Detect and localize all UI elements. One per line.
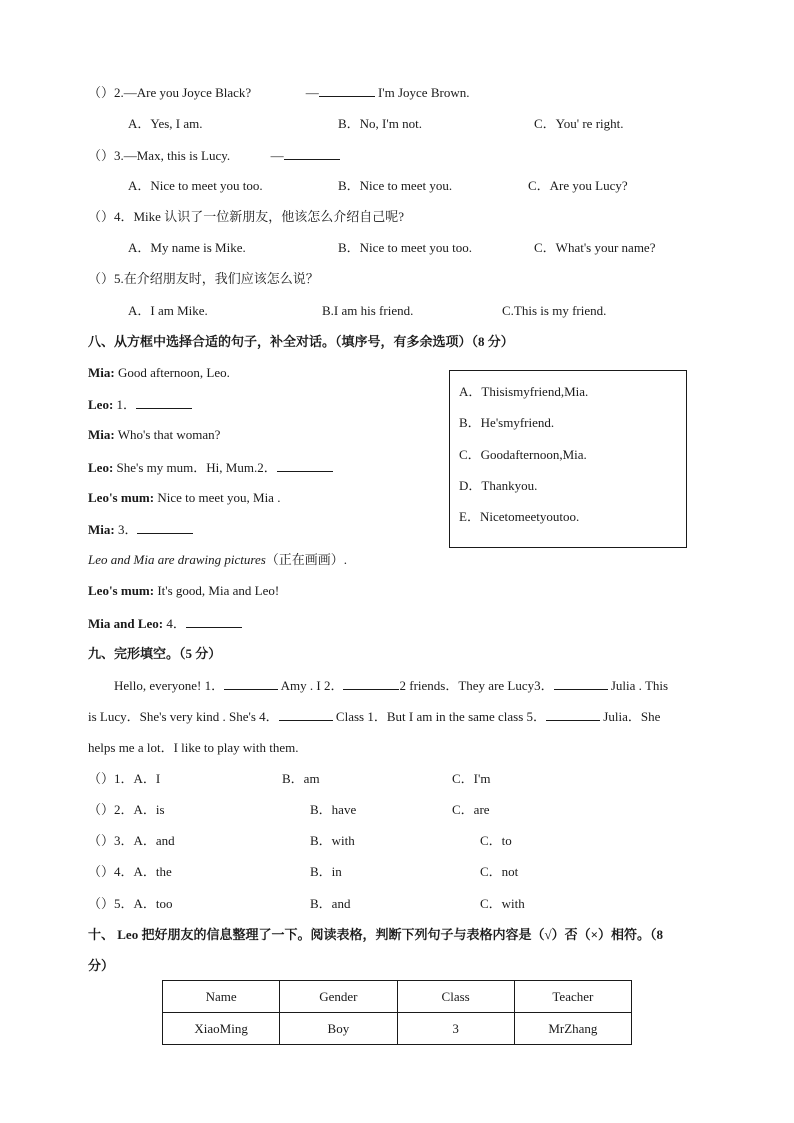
q3-dash: — (270, 148, 284, 163)
cloze-blank-5[interactable] (546, 708, 600, 721)
q5-option-a: A．I am Mike. (128, 303, 208, 318)
friend-info-table (162, 980, 632, 1045)
cloze-text: Julia . This (607, 678, 669, 693)
cloze-q4-option-b: B．in (310, 864, 342, 879)
cell-name: XiaoMing (163, 1013, 280, 1045)
speaker: Leo's mum: (88, 490, 155, 505)
speaker: Mia: (88, 522, 115, 537)
q3-row (88, 147, 340, 164)
utterance: Good afternoon, Leo. (114, 365, 230, 380)
dialogue-line-8 (88, 583, 279, 599)
cloze-q3-stem: （）3．A．and (88, 833, 175, 848)
q3-option-c: C．Are you Lucy? (528, 178, 628, 193)
utterance: 4． (163, 616, 186, 631)
cloze-q4-stem: （）4．A．the (88, 864, 172, 879)
cloze-line-3: helps me a lot．I like to play with them. (88, 740, 299, 755)
option-b: B．He'smyfriend. (459, 415, 555, 430)
cloze-text: Amy . I 2． (278, 678, 344, 693)
cloze-q5-option-c: C．with (480, 896, 525, 911)
q3-option-b: B．Nice to meet you. (338, 178, 453, 193)
utterance: Nice to meet you, Mia . (154, 490, 281, 505)
option-d: D．Thankyou. (459, 478, 538, 493)
speaker: Mia and Leo: (88, 616, 164, 631)
cloze-text: is Lucy．She's very kind . She's 4． (88, 709, 279, 724)
cloze-q1-option-b: B．am (282, 771, 320, 786)
q2-dash: — (305, 85, 319, 100)
q5-stem: （）5.在介绍朋友时，我们应该怎么说？ (88, 271, 319, 286)
cloze-line-2 (88, 708, 660, 725)
cloze-q1-option-c: C．I'm (452, 771, 491, 786)
dialogue-line-5 (88, 490, 280, 506)
cloze-q4-option-c: C．not (480, 864, 519, 879)
option-c: C．Goodafternoon,Mia. (459, 447, 587, 462)
answer-blank[interactable] (284, 147, 340, 160)
dialogue-line-3 (88, 427, 220, 443)
section-9-heading: 九、完形填空。（5 分） (88, 646, 222, 661)
dialogue-line-9 (88, 615, 242, 632)
cloze-blank-2[interactable] (343, 677, 399, 690)
q4-option-a: A．My name is Mike. (128, 240, 246, 255)
q2-option-a: A．Yes, I am. (128, 116, 203, 131)
section-8-heading: 八、从方框中选择合适的句子，补全对话。（填序号，有多余选项）（8 分） (88, 334, 514, 349)
q2-row (88, 84, 469, 101)
q4-option-b: B．Nice to meet you too. (338, 240, 472, 255)
cloze-line-1 (114, 677, 668, 694)
cloze-q5-option-b: B．and (310, 896, 351, 911)
q2-option-b: B．No, I'm not. (338, 116, 422, 131)
cloze-q3-option-c: C．to (480, 833, 512, 848)
dialogue-line-4 (88, 459, 333, 476)
section-10-heading: 十、 Leo 把好朋友的信息整理了一下。阅读表格，判断下列句子与表格内容是（√）否（×）相符。（8 (88, 927, 663, 942)
cloze-text: Julia．She (600, 709, 661, 724)
dialogue-line-6 (88, 521, 193, 538)
speaker: Leo's mum: (88, 583, 155, 598)
stage-direction-cn: （正在画画）. (265, 552, 348, 567)
cloze-text: Class 1．But I am in the same class 5． (332, 709, 547, 724)
cloze-q2-option-c: C．are (452, 802, 490, 817)
q3-option-a: A．Nice to meet you too. (128, 178, 263, 193)
cloze-blank-4[interactable] (279, 708, 333, 721)
answer-blank-3[interactable] (137, 521, 193, 534)
utterance: 1． (113, 397, 137, 412)
q2-stem: （）2.—Are you Joyce Black? (88, 85, 252, 100)
column-header-teacher: Teacher (514, 981, 631, 1013)
column-header-gender: Gender (280, 981, 397, 1013)
q2-tail: I'm Joyce Brown. (377, 85, 470, 100)
cloze-q5-stem: （）5．A．too (88, 896, 173, 911)
cloze-blank-1[interactable] (224, 677, 278, 690)
utterance: She's my mum．Hi, Mum.2． (113, 460, 277, 475)
cloze-text: 2 friends．They are Lucy3． (399, 678, 554, 693)
utterance: 3． (114, 522, 138, 537)
table-row (163, 1013, 632, 1045)
answer-blank[interactable] (319, 84, 375, 97)
column-header-name: Name (163, 981, 280, 1013)
q4-stem: （）4．Mike 认识了一位新朋友，他该怎么介绍自己呢? (88, 209, 404, 224)
cell-class: 3 (397, 1013, 514, 1045)
cloze-blank-3[interactable] (554, 677, 608, 690)
q5-option-c: C.This is my friend. (502, 303, 607, 318)
q3-stem: （）3.—Max, this is Lucy. (88, 148, 231, 163)
answer-blank-4[interactable] (186, 615, 242, 628)
utterance: It's good, Mia and Leo! (154, 583, 280, 598)
cell-teacher: MrZhang (514, 1013, 631, 1045)
utterance: Who's that woman? (114, 427, 221, 442)
speaker: Mia: (88, 365, 115, 380)
cloze-q3-option-b: B．with (310, 833, 355, 848)
cloze-text: Hello, everyone! 1． (114, 678, 225, 693)
answer-blank-1[interactable] (136, 396, 192, 409)
cloze-q2-stem: （）2．A．is (88, 802, 165, 817)
dialogue-line-2 (88, 396, 192, 413)
cloze-q2-option-b: B．have (310, 802, 357, 817)
option-a: A．Thisismyfriend,Mia. (459, 384, 589, 399)
q4-option-c: C．What's your name? (534, 240, 656, 255)
column-header-class: Class (397, 981, 514, 1013)
section-10-heading-cont: 分） (88, 958, 115, 973)
stage-direction (88, 552, 347, 568)
dialogue-line-1 (88, 365, 230, 381)
speaker: Mia: (88, 427, 115, 442)
answer-blank-2[interactable] (277, 459, 333, 472)
cloze-q1-stem: （）1．A．I (88, 771, 161, 786)
q5-option-b: B.I am his friend. (322, 303, 414, 318)
speaker: Leo: (88, 397, 114, 412)
option-e: E．Nicetomeetyoutoo. (459, 509, 580, 524)
cell-gender: Boy (280, 1013, 397, 1045)
table-header-row (163, 981, 632, 1013)
stage-direction-en: Leo and Mia are drawing pictures (88, 552, 266, 567)
speaker: Leo: (88, 460, 114, 475)
q2-option-c: C．You' re right. (534, 116, 624, 131)
options-box (449, 370, 687, 548)
